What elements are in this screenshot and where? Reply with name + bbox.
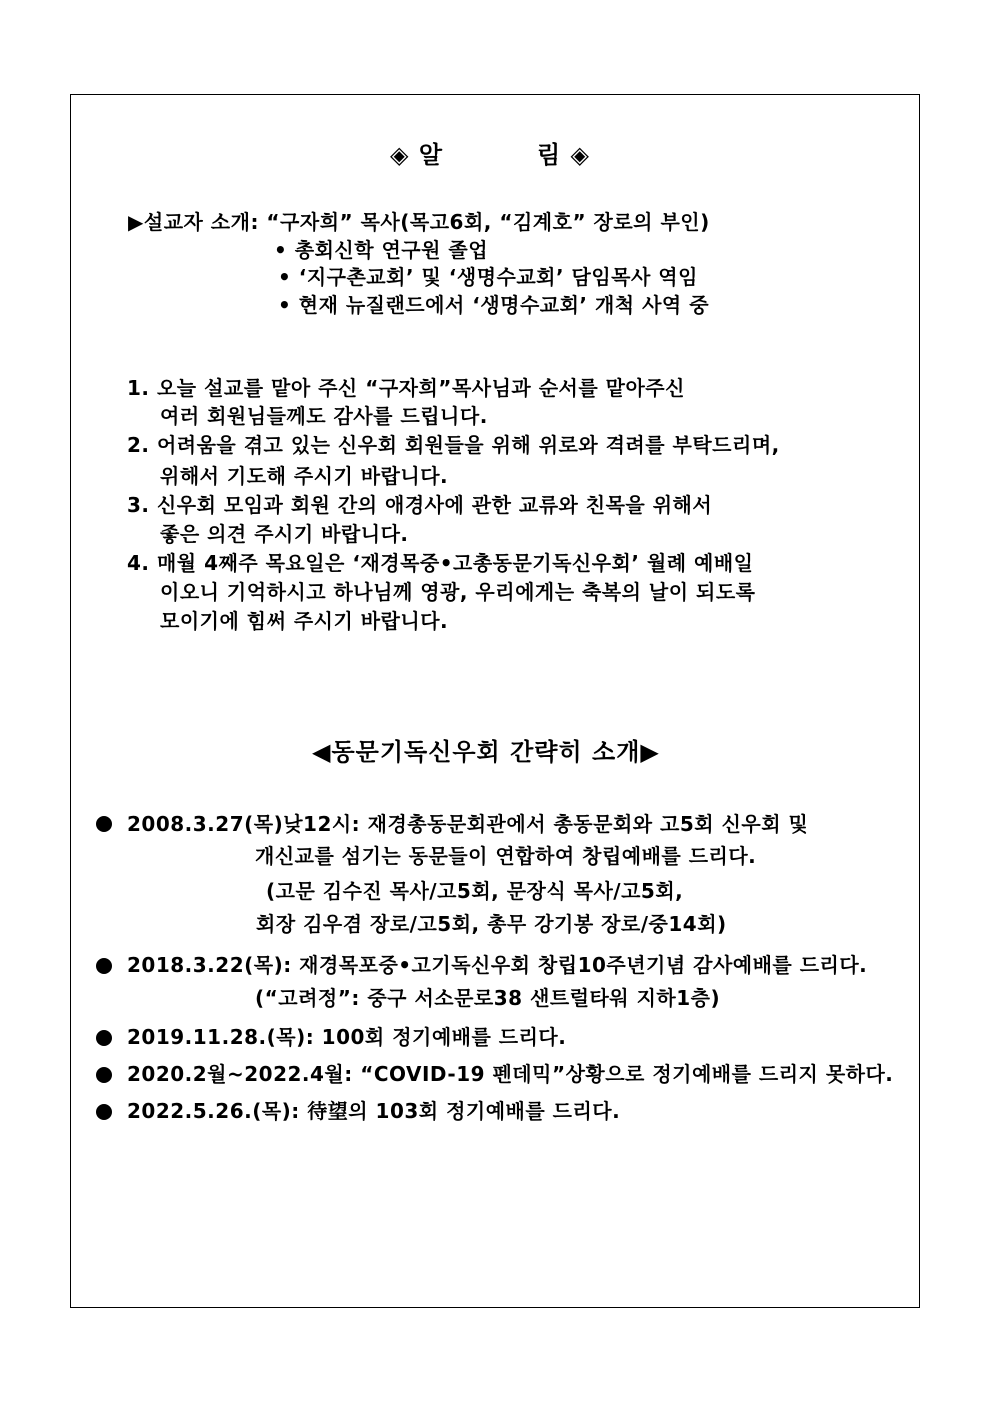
history-item-1: 2008.3.27(목)낮12시: 재경총동문회관에서 총동문회와 고5회 신우회 및 (127, 812, 809, 836)
announcement-2-cont: 위해서 기도해 주시기 바랍니다. (160, 464, 449, 488)
history-item-2-cont: (“고려정”: 중구 서소문로38 샌트럴타워 지하1층) (255, 986, 721, 1010)
bullet-icon (96, 958, 112, 974)
history-item-1-cont: (고문 김수진 목사/고5회, 문장식 목사/고5회, (266, 879, 684, 903)
announcement-3: 3. 신우회 모임과 회원 간의 애경사에 관한 교류와 친목을 위해서 (127, 493, 713, 517)
history-item-1-cont: 개신교를 섬기는 동문들이 연합하여 창립예배를 드리다. (255, 844, 757, 868)
preacher-intro: ▶설교자 소개: “구자희” 목사(목고6회, “김계호” 장로의 부인) (128, 210, 710, 234)
history-item-2: 2018.3.22(목): 재경목포중•고기독신우회 창립10주년기념 감사예배를 드리다. (127, 953, 868, 977)
announcement-1-cont: 여러 회원님들께도 감사를 드립니다. (160, 404, 488, 428)
bullet-icon (96, 1104, 112, 1120)
bullet-icon (96, 1067, 112, 1083)
history-item-3: 2019.11.28.(목): 100회 정기예배를 드리다. (127, 1025, 567, 1049)
history-title: ◀동문기독신우회 간략히 소개▶ (312, 738, 660, 766)
notice-title-left: ◈ 알 (390, 141, 443, 169)
announcement-3-cont: 좋은 의견 주시기 바랍니다. (160, 522, 409, 546)
bullet-icon (96, 1030, 112, 1046)
notice-title-right: 림 ◈ (537, 141, 590, 169)
announcement-2: 2. 어려움을 겪고 있는 신우회 회원들을 위해 위로와 격려를 부탁드리며, (127, 433, 780, 457)
preacher-item: • 총회신학 연구원 졸업 (274, 238, 489, 262)
preacher-item: • ‘지구촌교회’ 및 ‘생명수교회’ 담임목사 역임 (278, 265, 698, 289)
announcement-4-cont: 모이기에 힘써 주시기 바랍니다. (160, 609, 449, 633)
bullet-icon (96, 816, 112, 832)
history-item-5: 2022.5.26.(목): 待望의 103회 정기예배를 드리다. (127, 1099, 621, 1123)
history-item-4: 2020.2월~2022.4월: “COVID-19 펜데믹”상황으로 정기예배를 드리지 못하다. (127, 1062, 894, 1086)
announcement-4-cont: 이오니 기억하시고 하나님께 영광, 우리에게는 축복의 날이 되도록 (160, 580, 756, 604)
preacher-item: • 현재 뉴질랜드에서 ‘생명수교회’ 개척 사역 중 (278, 293, 710, 317)
announcement-1: 1. 오늘 설교를 맡아 주신 “구자희”목사님과 순서를 맡아주신 (127, 376, 685, 400)
history-item-1-cont: 회장 김우겸 장로/고5회, 총무 강기봉 장로/중14회) (256, 912, 727, 936)
announcement-4: 4. 매월 4째주 목요일은 ‘재경목중•고총동문기독신우회’ 월례 예배일 (127, 551, 754, 575)
